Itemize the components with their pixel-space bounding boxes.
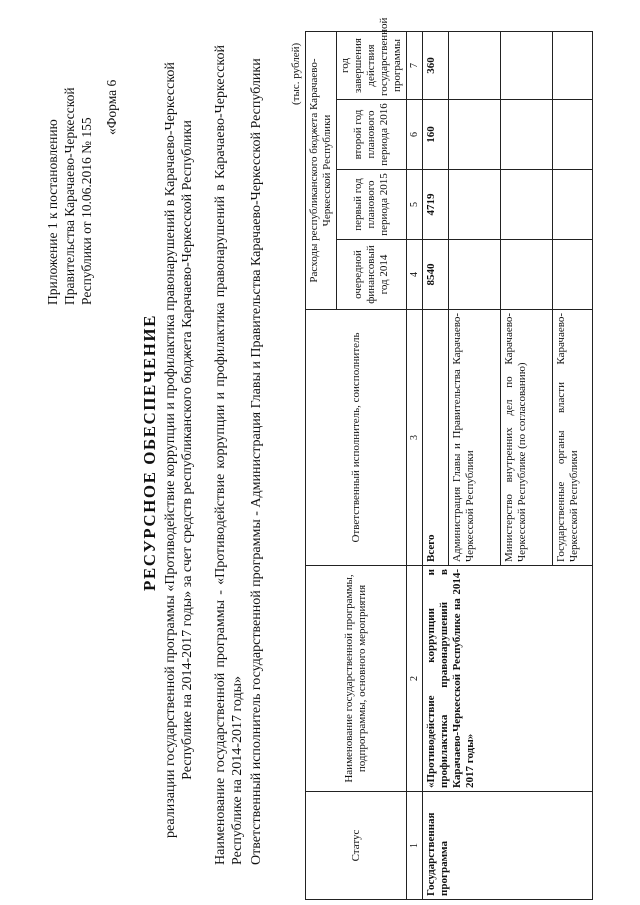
executor-cell: Министерство внутренних дел по Карачаево-Черкесской Республике (по согласованию)	[501, 310, 553, 566]
value-cell	[449, 240, 501, 310]
table-header-row	[306, 32, 337, 900]
header-year-1: очередной финансовый год 2014	[337, 240, 407, 310]
form-number: «Форма 6	[104, 79, 119, 135]
appendix-line-3: Республики от 10.06.2016 № 155	[79, 117, 94, 305]
value-cell	[449, 170, 501, 240]
executor-cell: Всего	[423, 310, 449, 566]
appendix-header	[44, 45, 95, 305]
resource-table	[305, 17, 593, 900]
header-expenses: Расходы республиканского бюджета Карачаево-Черкесской Республики	[306, 32, 337, 310]
appendix-line-2: Правительства Карачаево-Черкесской	[62, 87, 77, 305]
value-cell: 160	[423, 100, 449, 170]
responsible-executor: Ответственный исполнитель государственной программы - Администрация Главы и Правительства Карачаево-Черкесской Республики	[249, 58, 264, 865]
col-num: 2	[407, 566, 423, 792]
col-num: 3	[407, 310, 423, 566]
units-label: (тыс. рублей)	[290, 42, 302, 105]
executor-cell: Государственные органы власти Карачаево-Черкесской Республики	[553, 310, 593, 566]
value-cell	[501, 32, 553, 100]
program-cell: «Противодействие коррупции и профилактика правонарушений в Карачаево-Черкесской Республике на 2014-2017 годы»	[423, 566, 593, 792]
executor-cell: Администрация Главы и Правительства Карачаево-Черкесской Республики	[449, 310, 501, 566]
table-row	[423, 32, 449, 900]
program-name: Наименование государственной программы - «Противодействие коррупции и профилактика правонарушений в Карачаево-Черкесской Республике на 2014-2017 годы»	[213, 45, 245, 865]
value-cell	[553, 240, 593, 310]
status-cell: Государственная программа	[423, 792, 593, 900]
value-cell: 4719	[423, 170, 449, 240]
value-cell	[449, 32, 501, 100]
value-cell	[501, 240, 553, 310]
value-cell	[553, 32, 593, 100]
value-cell	[553, 170, 593, 240]
header-status: Статус	[306, 792, 407, 900]
header-executor: Ответственный исполнитель, соисполнитель	[306, 310, 407, 566]
header-year-3: второй год планового периода 2016	[337, 100, 407, 170]
appendix-line-1: Приложение 1 к постановлению	[45, 119, 60, 305]
col-num: 4	[407, 240, 423, 310]
header-name: Наименование государственной программы, подпрограммы, основного мероприятия	[306, 566, 407, 792]
value-cell: 8540	[423, 240, 449, 310]
value-cell	[501, 170, 553, 240]
document-subtitle: реализации государственной программы «Противодействие коррупции и профилактика правонарушений в Карачаево-Черкесской Республике на 2014-2017 годы» за счет средств республиканского бюджета Карачаево-Черкесской Республики	[163, 62, 195, 838]
document-title: РЕСУРСНОЕ ОБЕСПЕЧЕНИЕ	[140, 314, 159, 591]
value-cell: 360	[423, 32, 449, 100]
col-num: 5	[407, 170, 423, 240]
value-cell	[449, 100, 501, 170]
value-cell	[553, 100, 593, 170]
value-cell	[501, 100, 553, 170]
col-num: 6	[407, 100, 423, 170]
header-year-4: год завершения действия государственной программы	[337, 32, 407, 100]
col-num: 7	[407, 32, 423, 100]
col-num: 1	[407, 792, 423, 900]
column-number-row	[407, 32, 423, 900]
header-year-2: первый год планового периода 2015	[337, 170, 407, 240]
